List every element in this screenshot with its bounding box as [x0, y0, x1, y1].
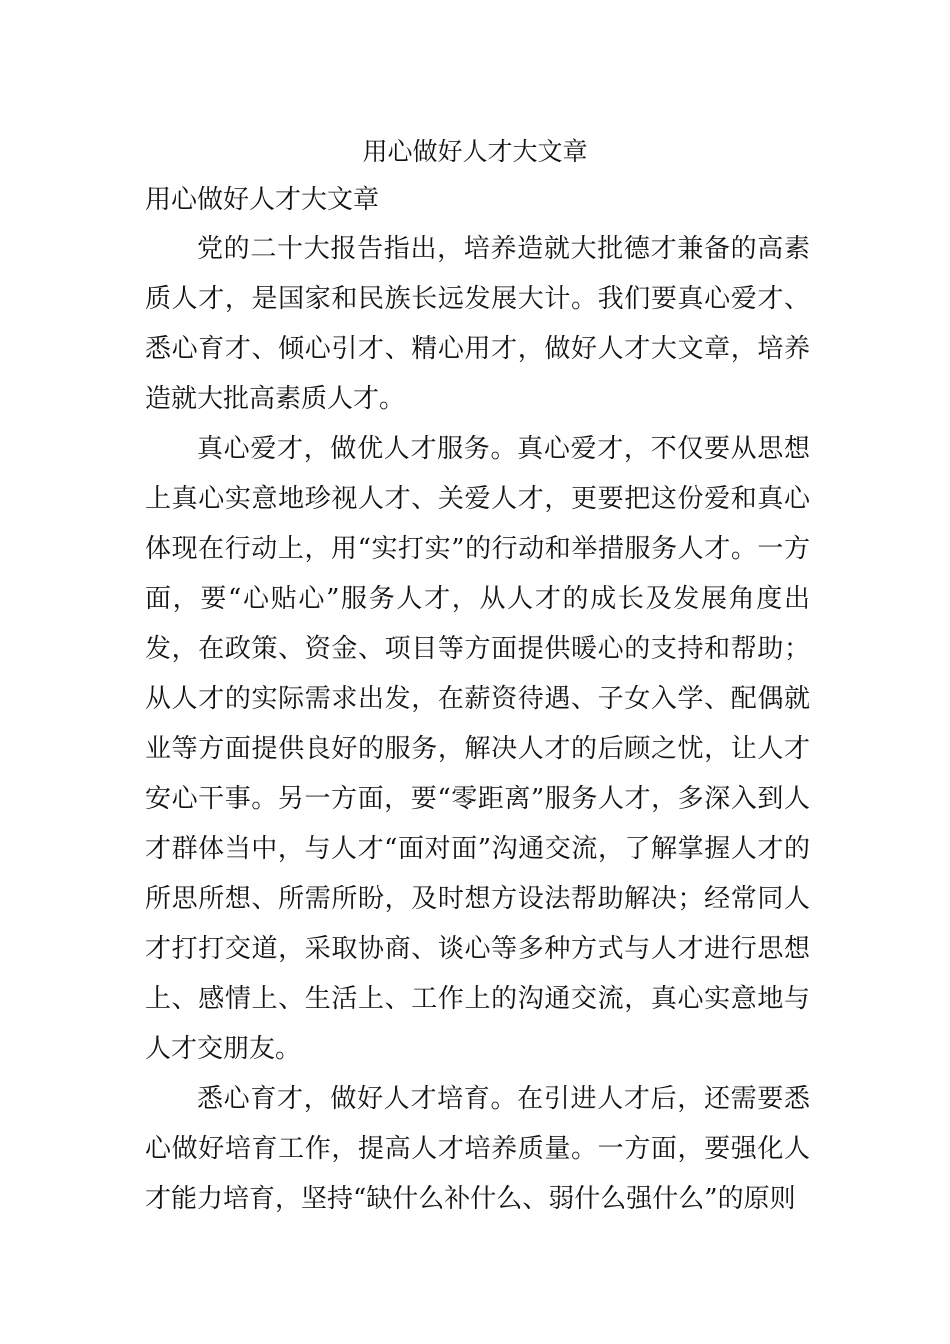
document-title: 用心做好人才大文章 — [362, 137, 588, 166]
paragraph-1: 党的二十大报告指出，培养造就大批德才兼备的高素质人才，是国家和民族长远发展大计。我们要真心爱才、悉心育才、倾心引才、精心用才，做好人才大文章，培养造就大批高素质人才。 — [145, 234, 810, 414]
paragraph-3: 悉心育才，做好人才培育。在引进人才后，还需要悉心做好培育工作，提高人才培养质量。一方面，要强化人才能力培育，坚持“缺什么补什么、弱什么强什么”的原则 — [145, 1084, 810, 1214]
document-subtitle: 用心做好人才大文章 — [145, 185, 380, 215]
document-body — [145, 180, 810, 1224]
paragraph-2: 真心爱才，做优人才服务。真心爱才，不仅要从思想上真心实意地珍视人才、关爱人才，更要把这份爱和真心体现在行动上，用“实打实”的行动和举措服务人才。一方面，要“心贴心”服务人才，从人才的成长及发展角度出发，在政策、资金、项目等方面提供暖心的支持和帮助；从人才的实际需求出发，在薪资待遇、子女入学、配偶就业等方面提供良好的服务，解决人才的后顾之忧，让人才安心干事。另一方面，要“零距离”服务人才，多深入到人才群体当中，与人才“面对面”沟通交流，了解掌握人才的所思所想、所需所盼，及时想方设法帮助解决；经常同人才打打交道，采取协商、谈心等多种方式与人才进行思想上、感情上、生活上、工作上的沟通交流，真心实意地与人才交朋友。 — [145, 434, 810, 1064]
